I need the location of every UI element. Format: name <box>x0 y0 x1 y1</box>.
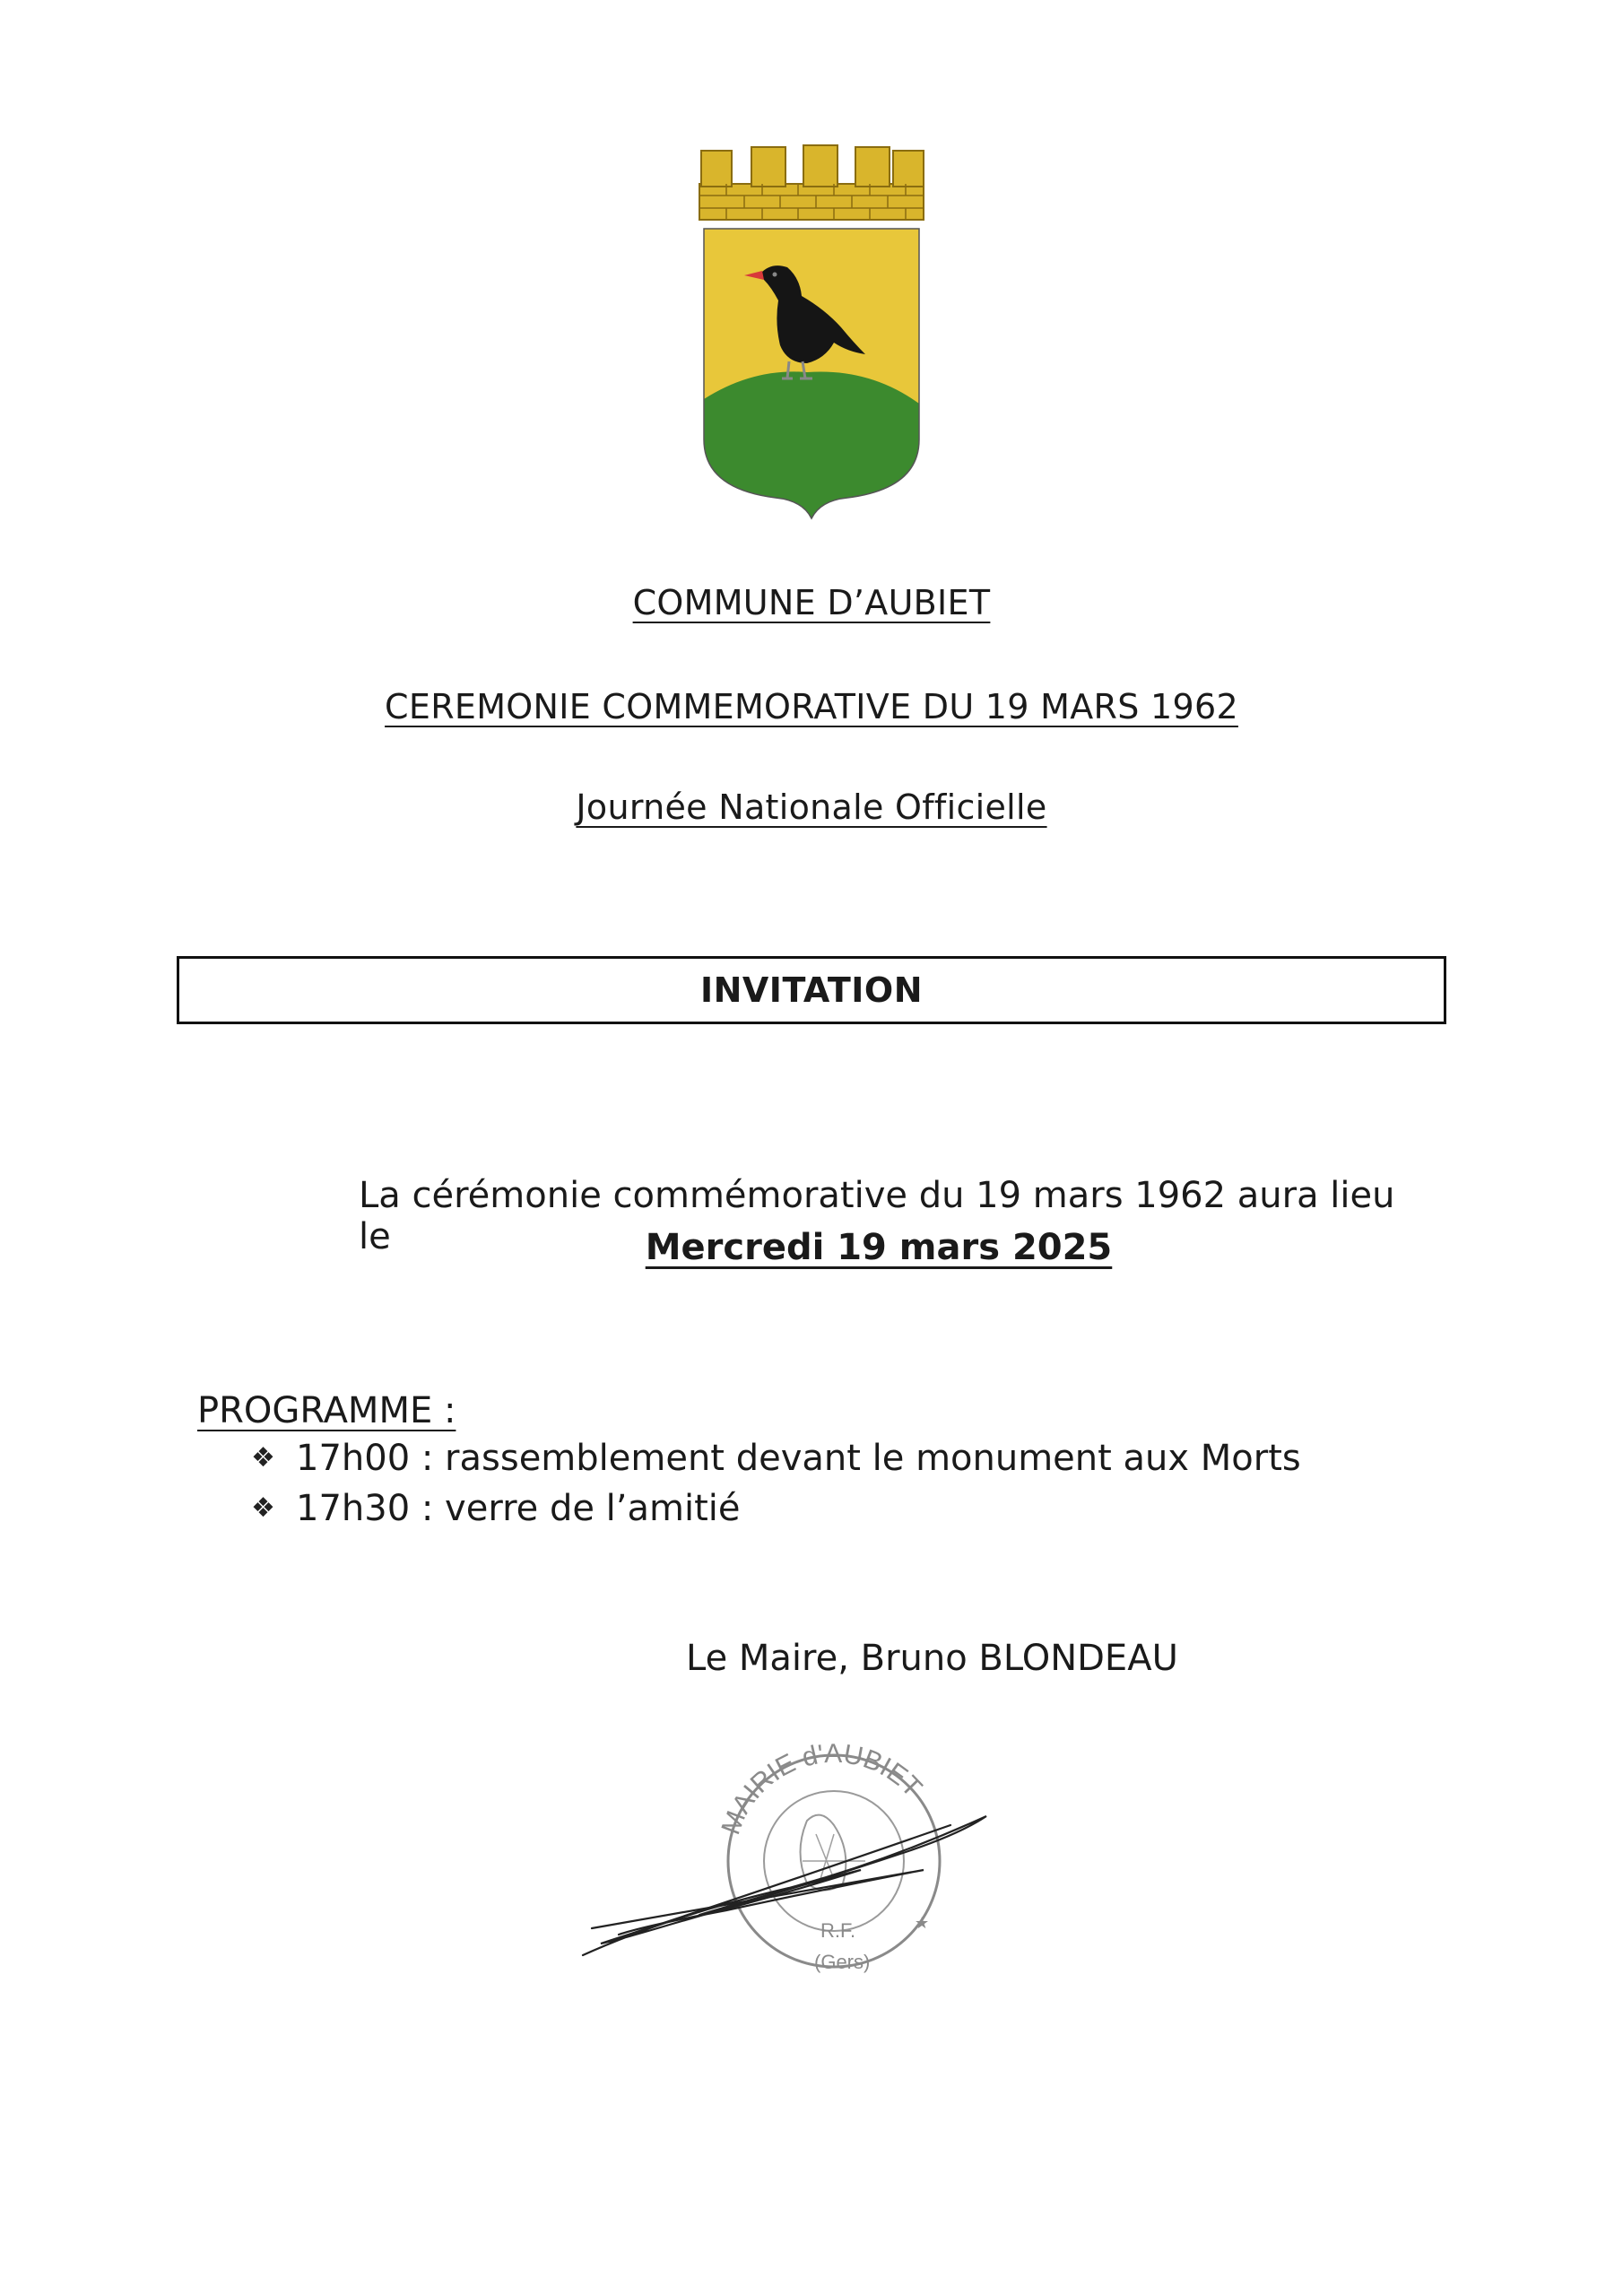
mayor-signoff: Le Maire, Bruno BLONDEAU <box>686 1638 1178 1679</box>
programme-item-text: 17h30 : verre de l’amitié <box>296 1488 741 1529</box>
handwritten-signature <box>583 1816 986 1955</box>
ceremony-title <box>0 687 1623 726</box>
shield <box>704 229 919 518</box>
programme-title <box>197 1390 456 1431</box>
subtitle <box>0 787 1623 827</box>
official-stamp <box>716 1739 940 1973</box>
commune-title <box>0 583 1623 622</box>
invitation-label: INVITATION <box>699 970 924 1010</box>
stamp-star-icon: ★ <box>915 1914 930 1933</box>
four-diamond-bullet-icon: ❖ <box>251 1442 275 1474</box>
four-diamond-bullet-icon: ❖ <box>251 1492 275 1524</box>
subtitle-text: Journée Nationale Officielle <box>576 787 1047 827</box>
event-date <box>0 1227 1623 1268</box>
stamp-and-signature <box>565 1735 1031 1978</box>
programme-list <box>251 1433 1301 1534</box>
list-item <box>251 1433 1301 1483</box>
stamp-ring-text: MAIRIE d'AUBIET <box>716 1738 928 1839</box>
stamp-bottom-text: (Gers) <box>814 1951 871 1973</box>
event-date-text: Mercredi 19 mars 2025 <box>645 1227 1113 1268</box>
intro-text: La cérémonie commémorative du 19 mars 1962 aura lieu le <box>359 1175 1395 1257</box>
mural-crown <box>699 145 924 220</box>
invitation-banner <box>177 956 1446 1024</box>
programme-title-text: PROGRAMME : <box>197 1390 456 1431</box>
stamp-center-text: R.F. <box>820 1919 856 1942</box>
commune-title-text: COMMUNE D’AUBIET <box>632 583 991 622</box>
programme-item-text: 17h00 : rassemblement devant le monument aux Morts <box>296 1438 1301 1479</box>
ceremony-title-text: CEREMONIE COMMEMORATIVE DU 19 MARS 1962 <box>385 687 1238 726</box>
list-item <box>251 1483 1301 1534</box>
coat-of-arms-icon <box>681 144 942 520</box>
